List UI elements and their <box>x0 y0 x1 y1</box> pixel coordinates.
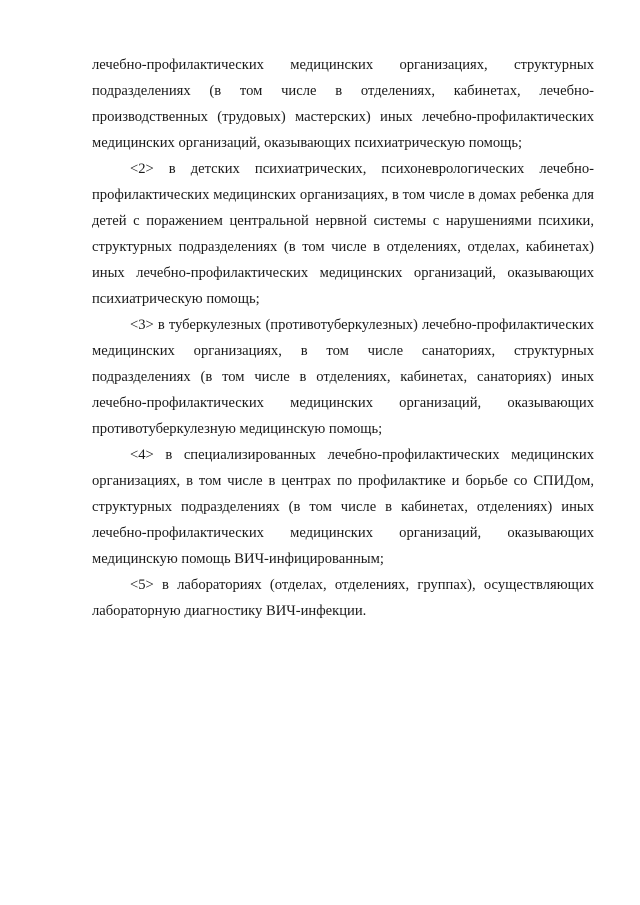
document-body <box>92 52 594 624</box>
paragraph-note-4: <4> в специализированных лечебно-профилактических медицинских организациях, в том числе в центрах по профилактике и борьбе со СПИДом, структурных подразделениях (в том числе в кабинетах, отделениях) иных лечебно-профилактических медицинских организаций, оказывающих медицинскую помощь ВИЧ-инфицированным; <box>92 447 594 567</box>
paragraph-note-3: <3> в туберкулезных (противотуберкулезных) лечебно-профилактических медицинских организациях, в том числе санаториях, структурных подразделениях (в том числе в отделениях, кабинетах, санаториях) иных лечебно-профилактических медицинских организаций, оказывающих противотуберкулезную медицинскую помощь; <box>92 317 594 437</box>
paragraph-note-2: <2> в детских психиатрических, психоневрологических лечебно-профилактических медицинских организациях, в том числе в домах ребенка для детей с поражением центральной нервной системы с нарушениями психики, структурных подразделениях (в том числе в отделениях, отделах, кабинетах) иных лечебно-профилактических медицинских организаций, оказывающих психиатрическую помощь; <box>92 161 594 307</box>
paragraph-continuation: лечебно-профилактических медицинских организациях, структурных подразделениях (в том числе в отделениях, кабинетах, лечебно-производственных (трудовых) мастерских) иных лечебно-профилактических медицинских организаций, оказывающих психиатрическую помощь; <box>92 57 594 151</box>
paragraph-note-5: <5> в лабораториях (отделах, отделениях, группах), осуществляющих лабораторную диагностику ВИЧ-инфекции. <box>92 577 594 619</box>
